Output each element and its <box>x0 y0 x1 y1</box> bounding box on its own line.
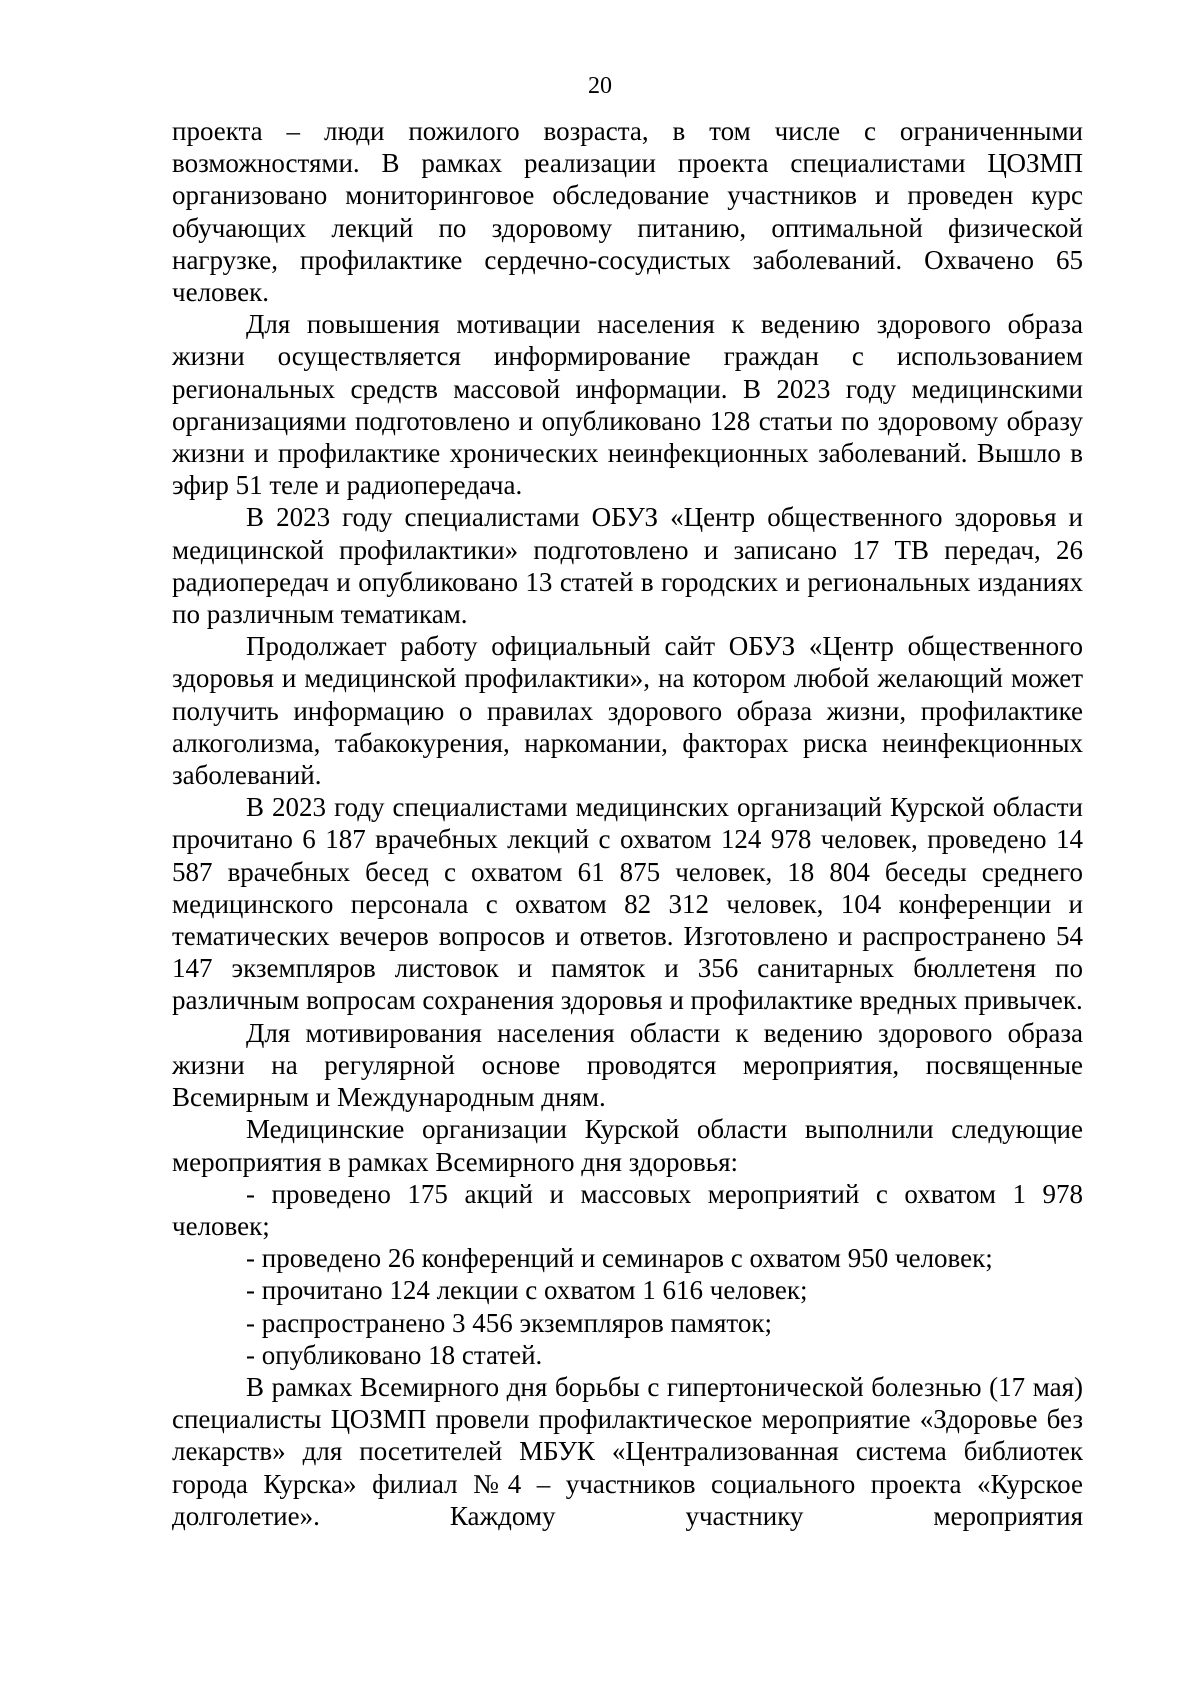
page-number: 20 <box>588 73 612 99</box>
list-item-leaflets: - распространено 3 456 экземпляров памяток; <box>246 1307 772 1338</box>
paragraph-hypertension-day: В рамках Всемирного дня борьбы с гипертонической болезнью (17 мая) специалисты ЦОЗМП провели профилактическое мероприятие «Здоровье без лекарств» для посетителей МБУК «Централизованная система библиотек города Курска» филиал №4 – участников социального проекта «Курское долголетие». Каждому участнику мероприятия <box>172 1371 1083 1531</box>
paragraph-project-participants: проекта – люди пожилого возраста, в том числе с ограниченными возможностями. В рамках реализации проекта специалистами ЦОЗМП организовано мониторинговое обследование участников и проведен курс обучающих лекций по здоровому питанию, оптимальной физической нагрузке, профилактике сердечно-сосудистых заболеваний. Охвачено 65 человек. <box>172 116 1083 308</box>
paragraph-lectures-statistics: В 2023 году специалистами медицинских организаций Курской области прочитано 6 187 врачебных лекций с охватом 124 978 человек, проведено 14 587 врачебных бесед с охватом 61 875 человек, 18 804 беседы среднего медицинского персонала с охватом 82 312 человек, 104 конференции и тематических вечеров вопросов и ответов. Изготовлено и распространено 54 147 экземпляров листовок и памяток и 356 санитарных бюллетеня по различным вопросам сохранения здоровья и профилактике вредных привычек. <box>172 792 1083 1016</box>
list-item-conferences: - проведено 26 конференций и семинаров с охватом 950 человек; <box>246 1243 993 1274</box>
list-item-actions: - проведено 175 акций и массовых мероприятий с охватом 1 978 человек; <box>172 1178 1083 1241</box>
paragraph-health-day-intro: Медицинские организации Курской области выполнили следующие мероприятия в рамках Всемирного дня здоровья: <box>172 1114 1083 1177</box>
document-body <box>172 115 1083 1532</box>
list-item-articles: - опубликовано 18 статей. <box>246 1339 543 1370</box>
list-item-lectures: - прочитано 124 лекции с охватом 1 616 человек; <box>246 1275 808 1306</box>
paragraph-media-information: Для повышения мотивации населения к ведению здорового образа жизни осуществляется информирование граждан с использованием региональных средств массовой информации. В 2023 году медицинскими организациями подготовлено и опубликовано 128 статьи по здоровому образу жизни и профилактике хронических неинфекционных заболеваний. Вышло в эфир 51 теле и радиопередача. <box>172 309 1083 501</box>
paragraph-center-broadcasts: В 2023 году специалистами ОБУЗ «Центр общественного здоровья и медицинской профилактики» подготовлено и записано 17 ТВ передач, 26 радиопередач и опубликовано 13 статей в городских и региональных изданиях по различным тематикам. <box>172 502 1083 630</box>
paragraph-official-website: Продолжает работу официальный сайт ОБУЗ «Центр общественного здоровья и медицинской профилактики», на котором любой желающий может получить информацию о правилах здорового образа жизни, профилактике алкоголизма, табакокурения, наркомании, факторах риска неинфекционных заболеваний. <box>172 631 1083 791</box>
paragraph-world-days: Для мотивирования населения области к ведению здорового образа жизни на регулярной основе проводятся мероприятия, посвященные Всемирным и Международным дням. <box>172 1017 1083 1113</box>
